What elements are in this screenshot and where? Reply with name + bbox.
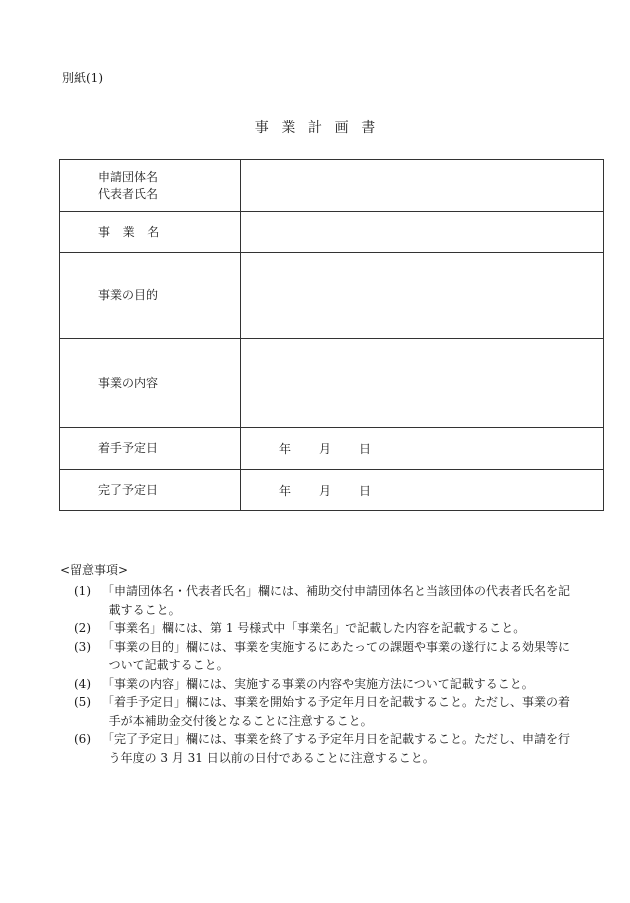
value-applicant[interactable]	[241, 160, 604, 212]
table-row-project-name	[60, 212, 604, 253]
list-item	[74, 693, 580, 730]
label-applicant	[60, 160, 241, 212]
note-text: 「事業の目的」欄には、事業を実施するにあたっての課題や事業の遂行による効果等について記載すること。	[102, 639, 571, 672]
label-start-date: 着手予定日	[60, 428, 241, 470]
note-number: (1)	[74, 584, 91, 598]
table-row-end-date	[60, 470, 604, 511]
label-end-date: 完了予定日	[60, 470, 241, 511]
notes-list	[74, 582, 580, 767]
value-project-name[interactable]	[241, 212, 604, 253]
document-title: 事業計画書	[254, 120, 388, 136]
list-item	[74, 582, 580, 619]
label-applicant-name: 申請団体名	[98, 169, 159, 184]
end-date-day-label: 日	[359, 483, 372, 498]
start-date-day-label: 日	[359, 442, 372, 456]
end-date-year-label: 年	[279, 483, 292, 498]
notes-header: <留意事項>	[60, 563, 129, 577]
label-project-purpose: 事業の目的	[60, 253, 241, 339]
note-text: 「着手予定日」欄には、事業を開始する予定年月日を記載すること。ただし、事業の着手が本補助金交付後となることに注意すること。	[102, 695, 571, 728]
project-plan-table	[59, 159, 604, 511]
list-item	[74, 619, 580, 638]
attachment-label: 別紙(1)	[62, 71, 103, 85]
value-end-date[interactable]	[241, 470, 604, 511]
note-text: 「完了予定日」欄には、事業を終了する予定年月日を記載すること。ただし、申請を行う年度の 3 月 31 日以前の日付であることに注意すること。	[102, 732, 571, 765]
list-item	[74, 730, 580, 767]
value-start-date[interactable]	[241, 428, 604, 470]
table-row-start-date	[60, 428, 604, 470]
label-representative-name: 代表者氏名	[98, 186, 159, 201]
note-text: 「申請団体名・代表者氏名」欄には、補助交付申請団体名と当該団体の代表者氏名を記載すること。	[102, 584, 571, 617]
value-project-content[interactable]	[241, 339, 604, 428]
label-project-content: 事業の内容	[60, 339, 241, 428]
note-number: (5)	[74, 695, 91, 709]
note-number: (6)	[74, 732, 91, 746]
table-row-project-purpose	[60, 253, 604, 339]
note-text: 「事業名」欄には、第 1 号様式中「事業名」で記載した内容を記載すること。	[102, 621, 526, 635]
value-project-purpose[interactable]	[241, 253, 604, 339]
note-number: (4)	[74, 676, 91, 691]
note-number: (3)	[74, 639, 91, 654]
end-date-month-label: 月	[319, 483, 332, 498]
label-project-name	[60, 212, 241, 253]
list-item	[74, 638, 580, 675]
note-number: (2)	[74, 621, 91, 635]
start-date-year-label: 年	[279, 442, 292, 456]
start-date-month-label: 月	[319, 442, 332, 456]
note-text: 「事業の内容」欄には、実施する事業の内容や実施方法について記載すること。	[102, 676, 534, 691]
table-row-project-content	[60, 339, 604, 428]
table-row-applicant	[60, 160, 604, 212]
label-project-name-text: 事業名	[98, 224, 172, 239]
list-item	[74, 675, 580, 694]
